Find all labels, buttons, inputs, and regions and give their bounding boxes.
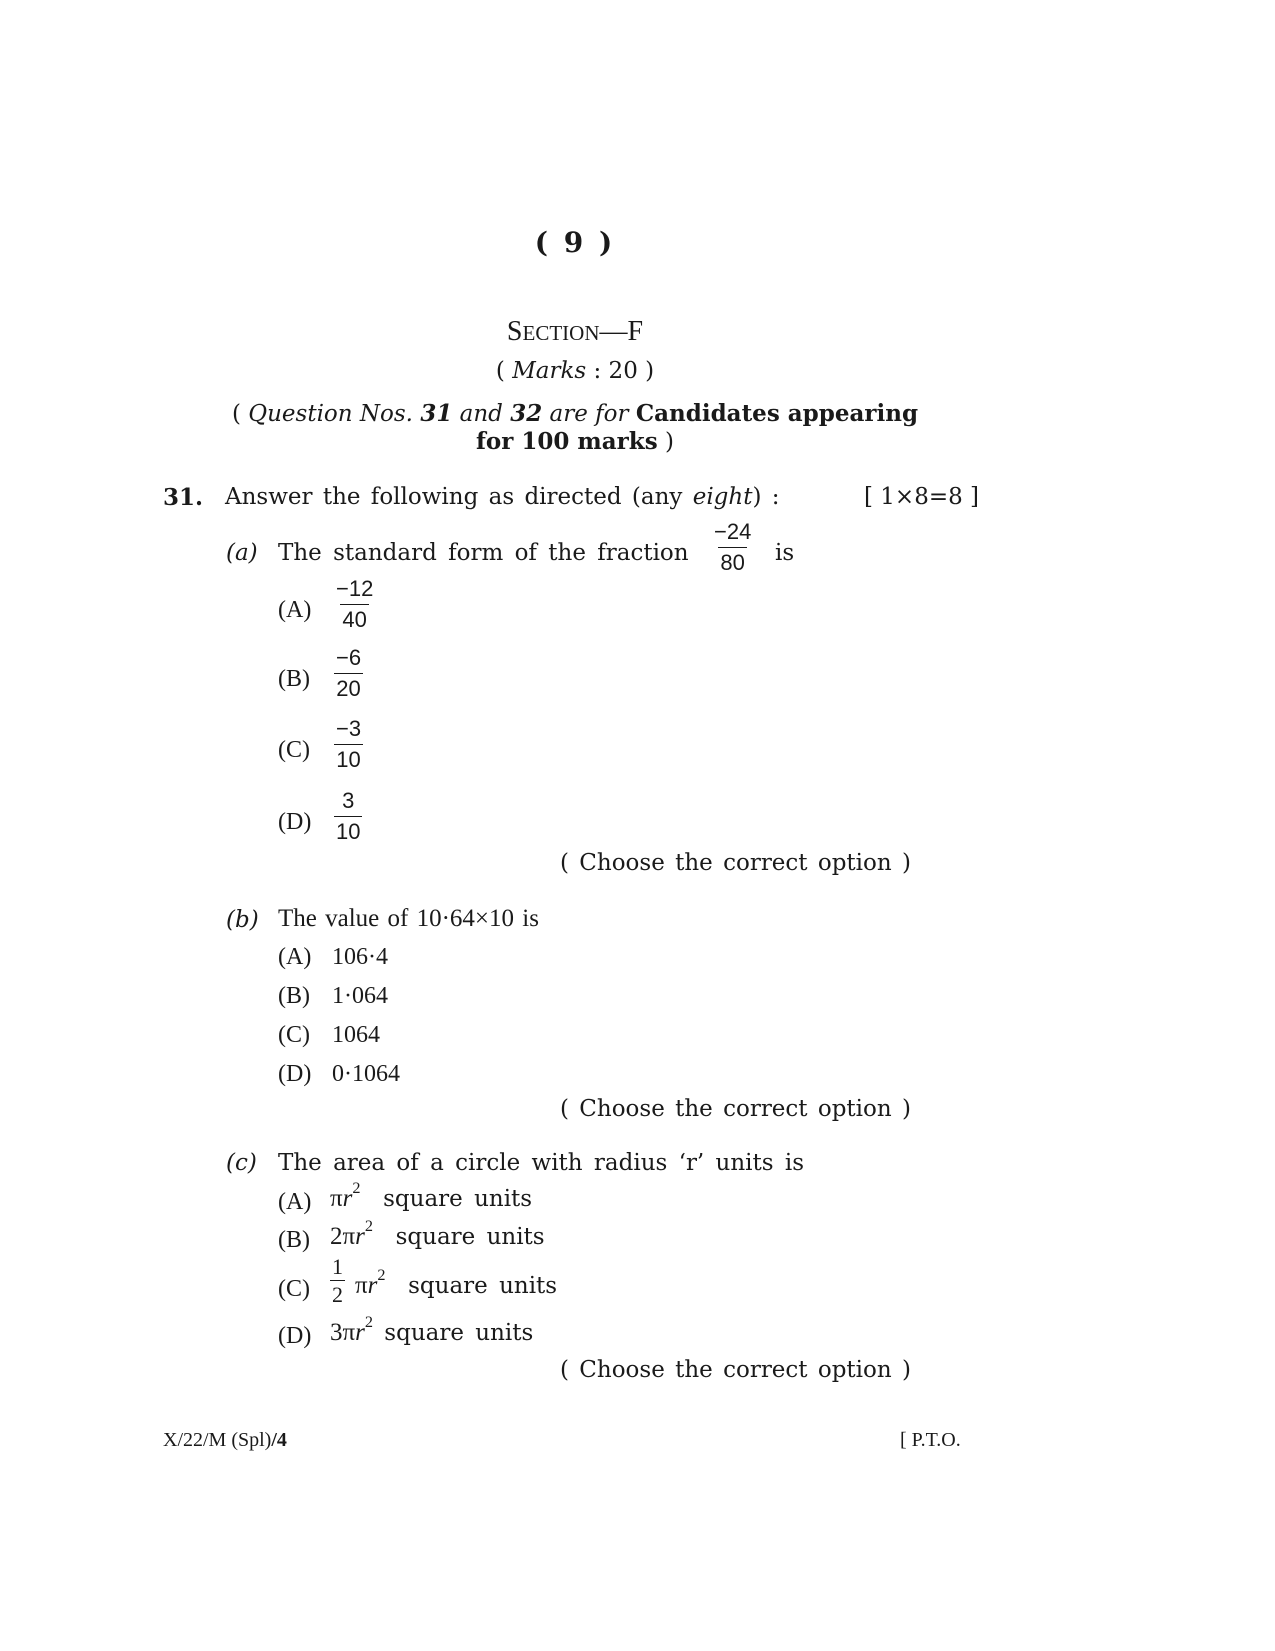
part-c-text: The area of a circle with radius ‘r’ units is [278,1150,805,1176]
part-a-option-a-fraction [334,574,375,635]
paper-code-text: X/22/M (Spl) [163,1429,272,1451]
note-bold-line2: for 100 marks [476,428,658,455]
note-qnos: Question Nos. [248,401,413,427]
note-bold-line1: Candidates appearing [635,400,919,427]
part-c-option-a-value [330,1179,533,1213]
candidates-note-line2 [0,428,1150,455]
marks-label: Marks [512,358,587,384]
fraction-denominator: 10 [334,744,362,775]
units-text: square units [384,1320,534,1346]
exponent: 2 [364,1313,373,1332]
question-text-pre: Answer the following as directed (any [225,484,693,510]
pi-symbol: π [330,1185,343,1212]
note-open: ( [231,401,249,427]
exponent: 2 [352,1179,361,1198]
units-text: square units [383,1186,533,1212]
part-a-option-b-label: (B) [278,666,310,692]
note-are-for: are for [549,401,629,427]
part-a-text-post: is [775,540,795,566]
note-n32: 32 [510,400,543,427]
coefficient: 2 [330,1223,343,1250]
part-c-option-b-label: (B) [278,1227,310,1253]
variable-r: r [342,1185,353,1212]
part-b-text [278,905,539,933]
exponent: 2 [364,1217,373,1236]
section-marks [0,358,1150,384]
section-title-prefix: S [506,316,523,347]
part-b-text-post: is [522,905,539,932]
fraction-denominator: 2 [332,1282,343,1307]
pi-symbol: π [342,1223,356,1250]
note-close: ) [664,429,674,455]
part-c-label: (c) [226,1150,257,1176]
paper-code [163,1429,287,1452]
fraction-denominator: 20 [334,673,362,704]
section-title-suffix: —F [599,316,644,347]
part-c-option-c-value [355,1266,558,1300]
variable-r: r [355,1223,365,1250]
pi-symbol: π [342,1319,356,1346]
part-b-text-num: 10 [489,905,515,932]
question-text [225,484,780,510]
part-b-instruction: ( Choose the correct option ) [560,1096,911,1122]
fraction-numerator: −6 [336,645,362,670]
units-text: square units [395,1224,545,1250]
part-c-option-c-fraction [330,1253,345,1308]
part-b-option-c-value: 1064 [332,1022,380,1048]
paper-code-page: /4 [271,1429,287,1451]
part-a-option-c-label: (C) [278,737,310,763]
part-a-option-b-fraction [334,643,363,704]
question-text-post: ) : [752,484,780,510]
coefficient: 3 [330,1319,343,1346]
marks-rest: : 20 ) [586,358,655,384]
marks-open: ( [495,358,513,384]
part-b-text-pre: The value of 10·64 [278,905,475,932]
candidates-note-line1 [0,400,1150,427]
part-a-instruction: ( Choose the correct option ) [560,850,911,876]
units-text: square units [408,1273,558,1299]
fraction-denominator: 80 [718,547,746,578]
part-a-option-d-label: (D) [278,809,312,835]
part-b-option-d-value: 0·1064 [332,1061,400,1087]
pi-symbol: π [355,1272,368,1299]
variable-r: r [355,1319,365,1346]
fraction-numerator: 3 [342,788,355,813]
exponent: 2 [377,1266,386,1285]
part-a-option-c-fraction [334,714,363,775]
part-b-option-b-label: (B) [278,983,310,1009]
part-b-option-c-label: (C) [278,1022,310,1048]
note-n31: 31 [420,400,453,427]
part-b-option-a-label: (A) [278,944,312,970]
fraction-numerator: −12 [336,576,374,601]
fraction-numerator: −24 [714,519,752,544]
part-a-label: (a) [226,540,258,566]
part-a-text: The standard form of the fraction [278,540,689,566]
fraction-numerator: −3 [336,716,362,741]
part-c-option-d-label: (D) [278,1323,312,1349]
times-symbol: × [474,905,490,932]
variable-r: r [367,1272,378,1299]
part-c-option-d-value [330,1313,534,1347]
part-c-option-c-label: (C) [278,1276,310,1302]
part-a-option-a-label: (A) [278,597,312,623]
section-title [0,316,1150,348]
page-number: ( 9 ) [534,226,616,259]
part-a-fraction [712,517,753,578]
question-marks: [ 1×8=8 ] [864,484,980,510]
note-and: and [459,401,503,427]
part-b-option-a-value: 106·4 [332,944,388,970]
question-text-em: eight [692,484,753,510]
part-c-option-a-label: (A) [278,1189,312,1215]
part-c-option-b-value [330,1217,545,1251]
fraction-denominator: 40 [340,604,368,635]
question-number: 31. [163,484,204,511]
part-a-option-d-fraction [334,786,362,847]
part-b-option-b-value: 1·064 [332,983,388,1009]
fraction-denominator: 10 [334,816,362,847]
part-b-label: (b) [226,907,259,933]
section-title-smallcaps: ECTION [522,321,600,345]
part-c-instruction: ( Choose the correct option ) [560,1357,911,1383]
fraction-numerator: 1 [332,1254,343,1279]
pto-marker: [ P.T.O. [900,1429,961,1451]
part-b-option-d-label: (D) [278,1061,312,1087]
